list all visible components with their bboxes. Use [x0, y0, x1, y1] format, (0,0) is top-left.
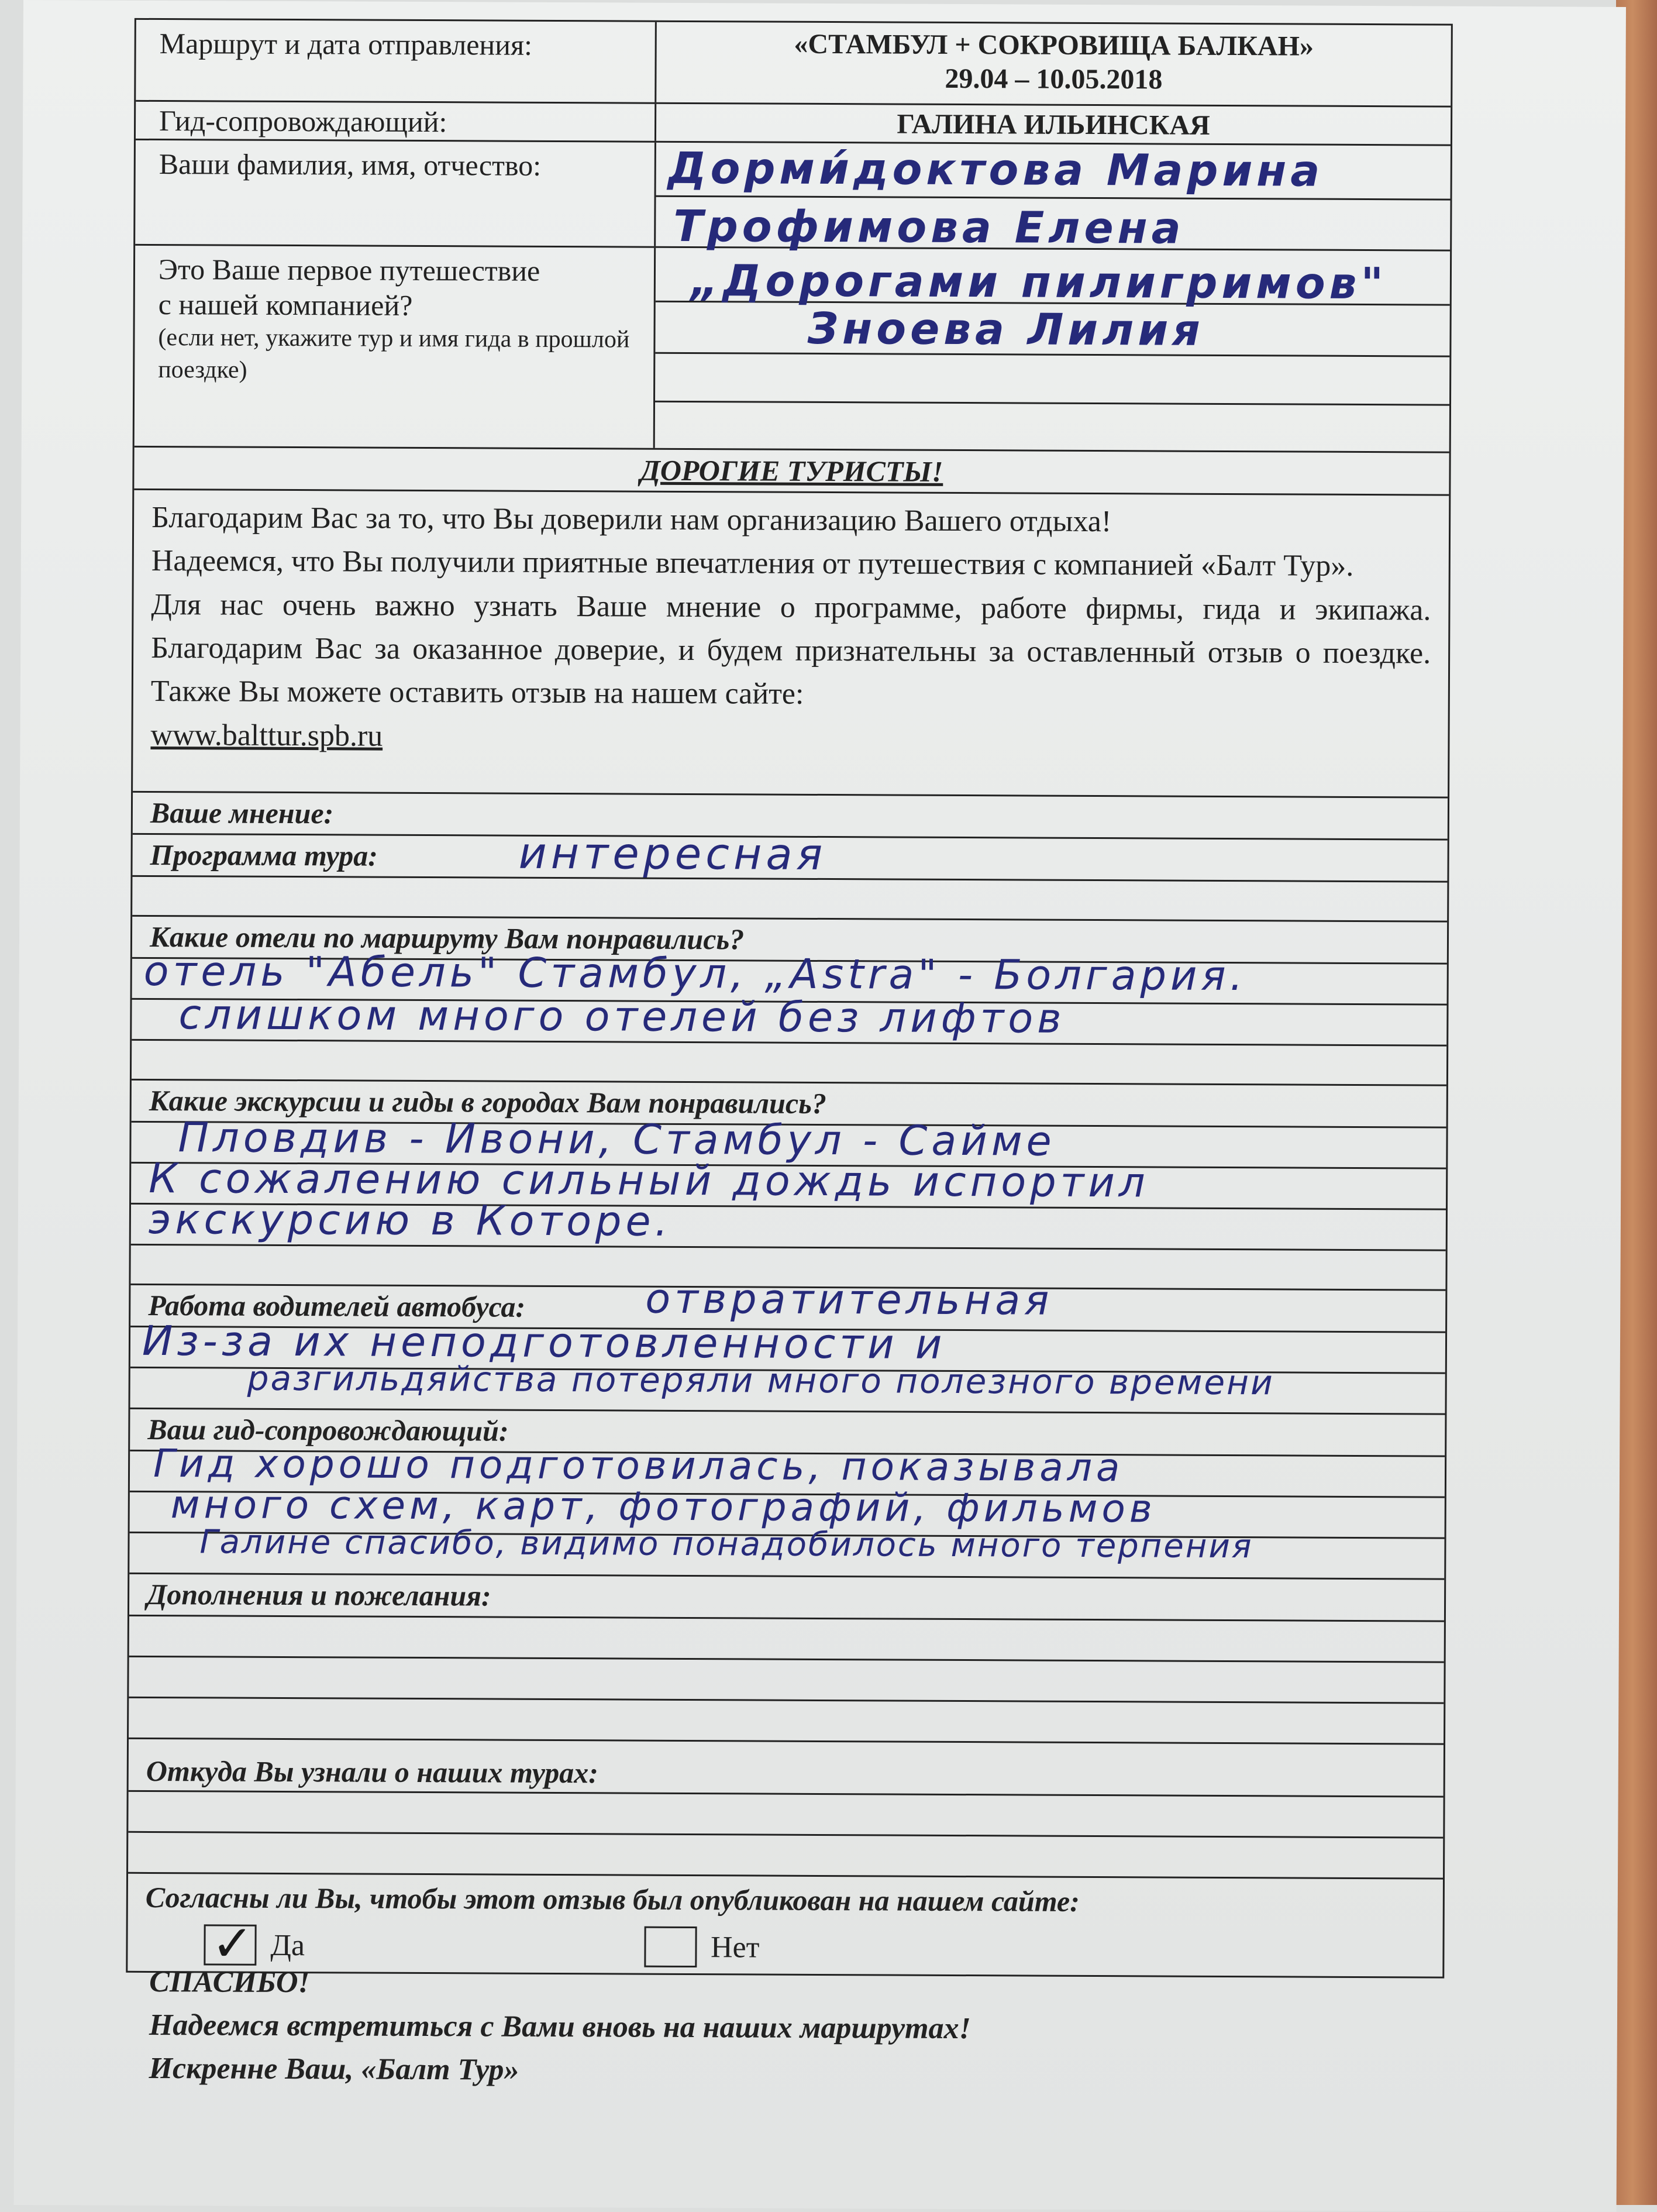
wishes-answer-3[interactable] — [129, 1698, 1444, 1745]
tour-title-cell — [656, 22, 1451, 106]
first-trip-question-2: с нашей компанией? — [158, 288, 413, 322]
route-row — [136, 20, 1451, 108]
drivers-handwriting-2: Из-за их неподготовленности и — [142, 1316, 946, 1368]
program-line[interactable] — [132, 828, 1447, 883]
program-handwriting: интересная — [518, 828, 827, 880]
excursions-answer-3[interactable] — [131, 1195, 1446, 1251]
hotels-answer-3[interactable] — [132, 1041, 1446, 1086]
intro-text — [133, 490, 1449, 763]
excursions-handwriting-1: Пловдив - Ивони, Стамбул - Сайме — [178, 1113, 1056, 1165]
intro-paragraph-3: Для нас очень важно узнать Ваше мнение о программе, работе фирмы, гида и экипажа. Благодарим Вас за оказанное доверие, и будем признательны за оставленный отзыв о поездке. Также Вы можете оставить отзыв на нашем сайте: — [150, 587, 1431, 711]
excursions-handwriting-3: экскурсию в Которе. — [148, 1195, 672, 1246]
no-label: Нет — [710, 1930, 760, 1965]
guide-name: ГАЛИНА ИЛЬИНСКАЯ — [897, 108, 1210, 141]
guide-label: Гид-сопровождающий: — [136, 102, 656, 141]
guide-handwriting-1: Гид хорошо подготовилась, показывала — [153, 1440, 1124, 1491]
program-label: Программа тура: — [150, 838, 378, 872]
opinion-label: Ваше мнение: — [150, 796, 334, 830]
hotels-answer-2[interactable] — [132, 990, 1446, 1047]
hotels-handwriting-2: слишком много отелей без лифтов — [178, 990, 1066, 1043]
source-answer-1[interactable] — [128, 1792, 1443, 1839]
name-field[interactable] — [656, 143, 1451, 254]
intro-block — [133, 448, 1449, 799]
opinion-sections — [128, 793, 1448, 1977]
publish-line — [128, 1874, 1443, 1924]
first-trip-row — [135, 246, 1450, 453]
source-label: Откуда Вы узнали о наших турах: — [146, 1754, 598, 1790]
excursions-handwriting-2: К сожалению сильный дождь испортил — [149, 1154, 1149, 1207]
first-trip-handwriting-2: Зноева Лилия — [807, 303, 1204, 356]
no-checkbox[interactable] — [644, 1927, 697, 1967]
guide-section-label: Ваш гид-сопровождающий: — [147, 1412, 509, 1447]
first-trip-question-1: Это Ваше первое путешествие — [158, 253, 540, 287]
name-handwriting-2: Трофимова Елена — [673, 201, 1185, 254]
name-label: Ваши фамилия, имя, отчество: — [135, 140, 656, 246]
yes-checkbox[interactable] — [204, 1915, 256, 1972]
source-answer-2[interactable] — [128, 1833, 1443, 1880]
yes-label: Да — [270, 1928, 305, 1962]
publish-label: Согласны ли Вы, чтобы этот отзыв был опубликован на нашем сайте: — [145, 1880, 1080, 1918]
wishes-answer-1[interactable] — [129, 1616, 1444, 1663]
guide-handwriting-3: Галине спасибо, видимо понадобилось много терпения — [199, 1523, 1253, 1566]
hotels-label: Какие отели по маршруту Вам понравились? — [149, 920, 745, 956]
guide-handwriting-2: много схем, карт, фотографий, фильмов — [170, 1482, 1156, 1532]
thanks-text: СПАСИБО! — [149, 1965, 310, 2000]
wishes-label: Дополнения и пожелания: — [146, 1577, 491, 1612]
drivers-handwriting-3: разгильдяйства потеряли много полезного времени — [247, 1358, 1274, 1403]
name-row — [135, 140, 1451, 252]
excursions-label: Какие экскурсии и гиды в городах Вам понравились? — [149, 1083, 827, 1120]
intro-paragraph-2: Надеемся, что Вы получили приятные впечатления от путешествия с компанией «Балт Тур». — [151, 544, 1354, 583]
hotels-handwriting-1: отель "Абель" Стамбул, „Astra" - Болгария. — [143, 947, 1248, 1000]
route-label: Маршрут и дата отправления: — [136, 20, 657, 102]
feedback-form-sheet — [14, 0, 1626, 2212]
guide-row — [136, 102, 1451, 146]
first-trip-field[interactable] — [655, 248, 1450, 452]
source-line — [129, 1739, 1444, 1798]
guide-answer-3[interactable] — [129, 1523, 1444, 1580]
check-mark-icon: ✓ — [211, 1915, 254, 1972]
drivers-handwriting-1: отвратительная — [645, 1274, 1053, 1325]
hope-text: Надеемся встретиться с Вами вновь на наших маршрутах! — [149, 2008, 971, 2045]
wishes-line — [129, 1574, 1444, 1622]
intro-title: ДОРОГИЕ ТУРИСТЫ! — [134, 448, 1449, 496]
drivers-label: Работа водителей автобуса: — [148, 1288, 526, 1323]
wishes-answer-2[interactable] — [129, 1657, 1444, 1704]
program-line-2[interactable] — [132, 877, 1447, 923]
tour-name: «СТАМБУЛ + СОКРОВИЩА БАЛКАН» — [794, 28, 1314, 62]
first-trip-label — [135, 246, 656, 448]
first-trip-handwriting-1: „Дорогами пилигримов" — [690, 255, 1388, 309]
website-link[interactable]: www.balttur.spb.ru — [150, 718, 383, 753]
first-trip-note: (если нет, укажите тур и имя гида в прошлой поездке) — [158, 324, 630, 384]
signature-text: Искренне Ваш, «Балт Тур» — [149, 2051, 519, 2087]
closing-block — [149, 1960, 971, 2094]
intro-paragraph-1: Благодарим Вас за то, что Вы доверили нам организацию Вашего отдыха! — [151, 500, 1112, 539]
name-handwriting-1: Дорми́доктова Марина — [667, 143, 1324, 197]
tour-dates: 29.04 – 10.05.2018 — [945, 63, 1163, 95]
feedback-form — [126, 18, 1453, 1979]
drivers-answer-2[interactable] — [130, 1358, 1445, 1415]
